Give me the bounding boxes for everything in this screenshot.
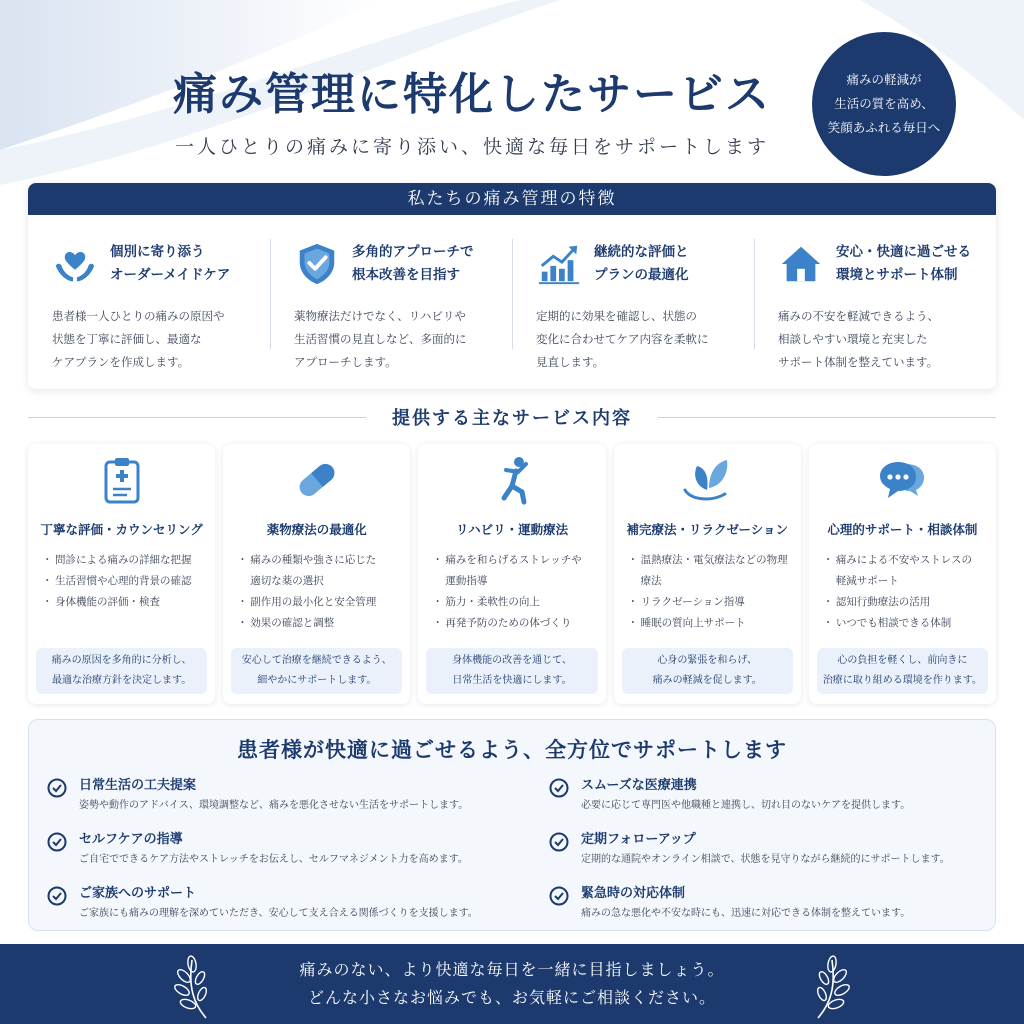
footer-line: どんな小さなお悩みでも、お気軽にご相談ください。 [307, 988, 716, 1007]
feature-title: 継続的な評価と プランの最適化 [594, 244, 689, 283]
service-list-item: ・ いつでも相談できる体制 [827, 613, 986, 634]
feature-desc: 薬物療法だけでなく、リハビリや 生活習慣の見直しなど、多面的に アプローチします。 [294, 309, 467, 369]
page-title: 痛み管理に特化したサービス [173, 69, 771, 120]
service-list-item: ・ 副作用の最小化と安全管理 [241, 592, 400, 613]
features-panel [28, 183, 996, 389]
leaf-hand-icon [681, 454, 733, 506]
badge-circle [812, 32, 956, 176]
check-circle-icon [549, 832, 569, 852]
services-row [28, 444, 996, 704]
feature-card [28, 215, 270, 389]
service-note: 身体機能の改善を通じて、 日常生活を快適にします。 [426, 648, 597, 694]
service-note: 痛みの原因を多角的に分析し、 最適な治療方針を決定します。 [36, 648, 207, 694]
service-list-item: ・ 痛みの種類や強さに応じた 適切な薬の選択 [241, 550, 400, 592]
service-title: 丁寧な評価・カウンセリング [40, 522, 203, 537]
service-card [223, 444, 410, 704]
support-item-title: セルフケアの指導 [79, 832, 183, 847]
service-list-item: ・ 効果の確認と調整 [241, 613, 400, 634]
feature-title: 安心・快適に過ごせる 環境とサポート体制 [836, 244, 971, 283]
service-list-item: ・ 問診による痛みの詳細な把握 [46, 550, 205, 571]
service-note: 心身の緊張を和らげ、 痛みの軽減を促します。 [622, 648, 793, 694]
feature-desc: 定期的に効果を確認し、状態の 変化に合わせてケア内容を柔軟に 見直します。 [536, 309, 709, 369]
support-item [549, 884, 987, 928]
support-heading: 患者様が快適に過ごせるよう、全方位でサポートします [237, 737, 787, 762]
feature-desc: 患者様一人ひとりの痛みの原因や 状態を丁寧に評価し、最適な ケアプランを作成します。 [52, 309, 225, 369]
service-card [809, 444, 996, 704]
service-list-item: ・ 痛みを和らげるストレッチや 運動指導 [436, 550, 595, 592]
capsule-icon [291, 454, 343, 506]
feature-card [754, 215, 996, 389]
speech-bubbles-icon [876, 454, 928, 506]
support-item [549, 776, 987, 820]
service-card [28, 444, 215, 704]
badge-line: 痛みの軽減が [846, 72, 922, 87]
exercise-person-icon [486, 454, 538, 506]
support-item-title: 定期フォローアップ [581, 832, 696, 847]
service-note: 心の負担を軽くし、前向きに 治療に取り組める環境を作ります。 [817, 648, 988, 694]
service-title: リハビリ・運動療法 [455, 522, 569, 537]
support-item [549, 830, 987, 874]
service-title: 補完療法・リラクゼーション [626, 522, 788, 537]
service-list-item: ・ 温熱療法・電気療法などの物理療法 [632, 550, 791, 592]
badge-line: 笑顔あふれる毎日へ [827, 120, 941, 135]
badge-line: 生活の質を高め、 [834, 96, 934, 111]
service-list-item: ・ 生活習慣や心理的背景の確認 [46, 571, 205, 592]
check-circle-icon [47, 886, 67, 906]
growth-chart-icon [536, 241, 582, 287]
check-circle-icon [549, 778, 569, 798]
footer-line: 痛みのない、より快適な毎日を一緒に目指しましょう。 [299, 960, 725, 979]
service-note: 安心して治療を継続できるよう、 細やかにサポートします。 [231, 648, 402, 694]
feature-title: 個別に寄り添う オーダーメイドケア [110, 244, 231, 283]
services-heading: 提供する主なサービス内容 [392, 408, 632, 429]
support-item [47, 830, 549, 874]
features-heading: 私たちの痛み管理の特徴 [28, 183, 996, 215]
support-item [47, 884, 549, 928]
service-card [418, 444, 605, 704]
heart-hands-icon [52, 241, 98, 287]
support-item-desc: 定期的な通院やオンライン相談で、状態を見守りながら継続的にサポートします。 [581, 854, 950, 865]
support-item-desc: 必要に応じて専門医や他職種と連携し、切れ目のないケアを提供します。 [581, 800, 911, 811]
service-title: 薬物療法の最適化 [266, 522, 367, 537]
support-item-desc: 姿勢や動作のアドバイス、環境調整など、痛みを悪化させない生活をサポートします。 [79, 800, 469, 811]
support-item-title: 緊急時の対応体制 [581, 886, 686, 901]
service-list-item: ・ リラクゼーション指導 [632, 592, 791, 613]
service-list-item: ・ 再発予防のための体づくり [436, 613, 595, 634]
service-list-item: ・ 睡眠の質向上サポート [632, 613, 791, 634]
support-item-desc: 痛みの急な悪化や不安な時にも、迅速に対応できる体制を整えています。 [581, 908, 911, 919]
check-circle-icon [47, 832, 67, 852]
home-icon [778, 241, 824, 287]
footer-banner [0, 944, 1024, 1024]
service-list-item: ・ 身体機能の評価・検査 [46, 592, 205, 613]
page-subtitle: 一人ひとりの痛みに寄り添い、快適な毎日をサポートします [174, 136, 769, 158]
support-item-title: ご家族へのサポート [79, 886, 197, 901]
support-item-desc: ご自宅でできるケア方法やストレッチをお伝えし、セルフマネジメント力を高めます。 [79, 854, 468, 865]
support-item-title: 日常生活の工夫提案 [79, 778, 197, 793]
service-list-item: ・ 筋力・柔軟性の向上 [436, 592, 595, 613]
service-list-item: ・ 痛みによる不安やストレスの 軽減サポート [827, 550, 986, 592]
feature-card [270, 215, 512, 389]
service-list-item: ・ 認知行動療法の活用 [827, 592, 986, 613]
check-circle-icon [549, 886, 569, 906]
support-item-title: スムーズな医療連携 [581, 778, 697, 793]
divider [28, 417, 366, 418]
clipboard-medical-icon [96, 454, 148, 506]
support-item [47, 776, 549, 820]
laurel-right-icon [802, 952, 858, 1020]
support-panel [28, 719, 996, 931]
support-item-desc: ご家族にも痛みの理解を深めていただき、安心して支え合える関係づくりを支援します。 [79, 908, 478, 919]
services-heading-row [28, 402, 996, 432]
laurel-left-icon [166, 952, 222, 1020]
shield-check-icon [294, 241, 340, 287]
feature-title: 多角的アプローチで 根本改善を目指す [352, 244, 474, 283]
feature-desc: 痛みの不安を軽減できるよう、 相談しやすい環境と充実した サポート体制を整えています。 [778, 309, 939, 369]
check-circle-icon [47, 778, 67, 798]
feature-card [512, 215, 754, 389]
service-title: 心理的サポート・相談体制 [827, 522, 978, 537]
header [0, 0, 1024, 180]
divider [658, 417, 996, 418]
service-card [614, 444, 801, 704]
